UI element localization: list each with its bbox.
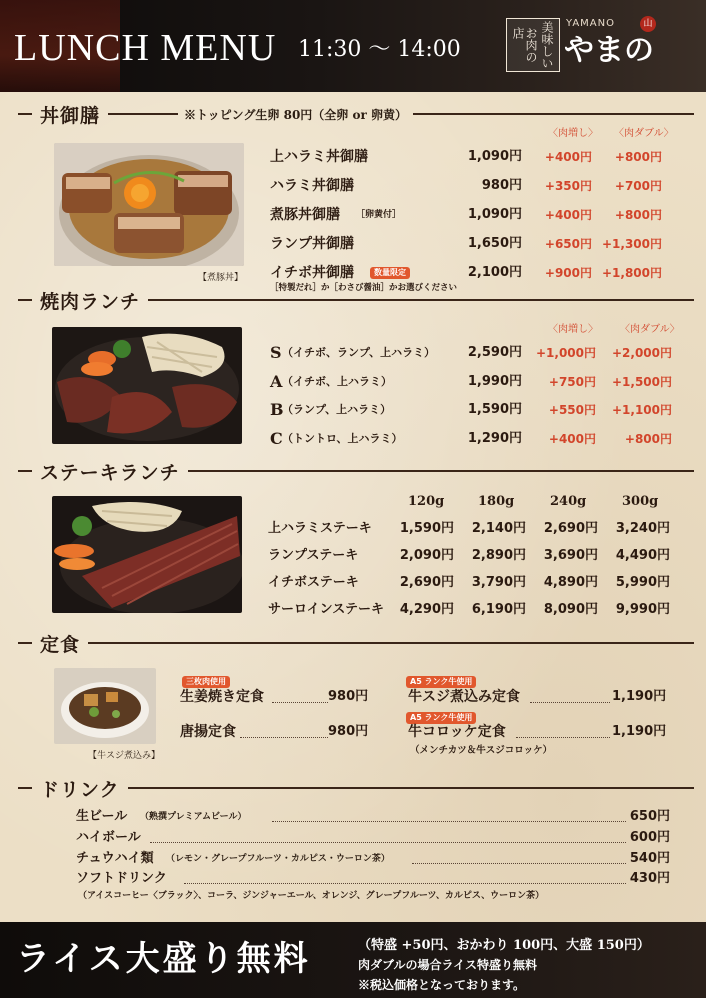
item-name: 上ハラミステーキ <box>268 521 372 536</box>
item-price: 980円 <box>481 178 522 193</box>
donburi-row <box>0 146 706 168</box>
photo-caption-teishoku: 【牛スジ煮込み】 <box>88 751 161 761</box>
steak-row <box>0 518 706 540</box>
double-price: +800円 <box>614 208 662 222</box>
leader-dots <box>150 842 626 843</box>
leader-dots <box>272 702 328 703</box>
topping-note: ※トッピング生卵 80円（全卵 or 卵黄） <box>184 107 407 122</box>
item-name: 牛スジ煮込み定食 <box>408 689 520 705</box>
steak-price: 3,690円 <box>543 548 598 563</box>
yakiniku-row <box>0 342 706 364</box>
double-price: +700円 <box>614 179 662 193</box>
item-name: イチボ丼御膳 数量限定 <box>270 262 354 284</box>
section-teishoku-heading <box>18 631 694 655</box>
extra-price: +900円 <box>544 266 592 280</box>
extra-price: +400円 <box>544 150 592 164</box>
extra-price: +750円 <box>548 375 596 389</box>
steak-price: 1,590円 <box>399 521 454 536</box>
section-drinks-heading <box>18 776 694 800</box>
item-price: 1,090円 <box>467 207 522 222</box>
brand-english: YAMANO <box>566 18 615 29</box>
soft-drink-list: （アイスコーヒー〈ブラック〉、コーラ、ジンジャーエール、オレンジ、グレープフルーツ、カルピス、ウーロン茶） <box>78 891 545 901</box>
section-title: 焼肉ランチ <box>40 290 141 313</box>
item-price: 980円 <box>328 689 369 704</box>
item-price: 2,100円 <box>467 265 522 280</box>
item-name: サーロインステーキ <box>268 602 384 617</box>
leader-dots <box>240 737 328 738</box>
col-head-double: 〈肉ダブル〉 <box>620 324 680 335</box>
drink-name: ハイボール <box>76 830 141 845</box>
steak-row <box>0 545 706 567</box>
item-price: 1,190円 <box>612 724 667 739</box>
steak-price: 2,890円 <box>471 548 526 563</box>
double-price: +800円 <box>624 432 672 446</box>
item-price: 1,590円 <box>467 402 522 417</box>
item-tag: A5 ランク牛使用 <box>406 712 476 724</box>
brand-logo: やまの <box>564 33 654 68</box>
photo-caption-donburi: 【煮豚丼】 <box>198 273 244 283</box>
donburi-row <box>0 175 706 197</box>
drink-name: 生ビール <box>76 809 128 824</box>
item-name: 上ハラミ丼御膳 <box>270 149 368 165</box>
donburi-row <box>0 204 706 226</box>
drink-row <box>0 868 706 890</box>
steak-price: 5,990円 <box>615 575 670 590</box>
drink-row <box>0 827 706 849</box>
item-name: 唐揚定食 <box>180 724 236 740</box>
leader-dots <box>530 702 610 703</box>
steak-row <box>0 599 706 621</box>
steak-price: 3,240円 <box>615 521 670 536</box>
steak-price: 2,090円 <box>399 548 454 563</box>
drink-price: 650円 <box>629 809 670 824</box>
yakiniku-row <box>0 371 706 393</box>
drink-price: 430円 <box>629 871 670 886</box>
limited-badge: 数量限定 <box>370 267 410 279</box>
steak-price: 8,090円 <box>543 602 598 617</box>
steak-weight-head: 180g <box>478 494 515 509</box>
steak-row <box>0 572 706 594</box>
tagline-col-2: お肉の店 <box>511 27 538 63</box>
tagline-box <box>506 18 560 72</box>
extra-price: +550円 <box>548 403 596 417</box>
item-name: イチボステーキ <box>268 575 359 590</box>
drink-note: （レモン・グレープフルーツ・カルピス・ウーロン茶） <box>166 854 390 864</box>
item-price: 1,650円 <box>467 236 522 251</box>
footer-bar <box>0 922 706 998</box>
steak-weight-head: 120g <box>408 494 445 509</box>
extra-price: +650円 <box>544 237 592 251</box>
item-name: ランプステーキ <box>268 548 359 563</box>
header-bar <box>0 0 706 92</box>
section-title: ステーキランチ <box>40 461 180 484</box>
double-price: +1,300円 <box>601 237 662 251</box>
drink-row <box>0 806 706 828</box>
extra-price: +350円 <box>544 179 592 193</box>
double-price: +1,500円 <box>611 375 672 389</box>
set-letter: B <box>270 400 284 419</box>
footer-rice-prices: （特盛 +50円、おかわり 100円、大盛 150円） <box>358 938 650 953</box>
item-badge: ［卵黄付］ <box>356 210 402 220</box>
drink-price: 540円 <box>629 851 670 866</box>
drink-note: （熟撰プレミアムビール） <box>140 812 247 822</box>
leader-dots <box>184 883 626 884</box>
section-yakiniku-heading <box>18 288 694 312</box>
item-name: 牛コロッケ定食 <box>408 724 506 740</box>
leader-dots <box>516 737 610 738</box>
steak-weight-head: 300g <box>622 494 659 509</box>
steak-weight-head: 240g <box>550 494 587 509</box>
item-price: 1,990円 <box>467 374 522 389</box>
brand-crest-icon: 山 <box>640 16 656 32</box>
drink-name: ソフトドリンク <box>76 871 167 886</box>
steak-price: 3,790円 <box>471 575 526 590</box>
item-name: 煮豚丼御膳 ［卵黄付］ <box>270 204 340 226</box>
set-description: （イチボ、ランプ、上ハラミ） <box>282 346 436 359</box>
item-price: 980円 <box>328 724 369 739</box>
footer-tax-note: ※税込価格となっております。 <box>358 978 526 992</box>
col-head-extra: 〈肉増し〉 <box>548 324 598 335</box>
set-letter: C <box>270 429 283 448</box>
item-price: 2,590円 <box>467 345 522 360</box>
section-title: ドリンク <box>40 778 120 801</box>
section-steak-heading <box>18 459 694 483</box>
col-head-extra: 〈肉増し〉 <box>548 128 598 139</box>
free-rice-banner: ライス大盛り無料 <box>16 939 311 979</box>
photo-gyusuji <box>54 668 156 744</box>
set-description: （ランプ、上ハラミ） <box>282 403 392 416</box>
steak-price: 4,890円 <box>543 575 598 590</box>
steak-price: 2,140円 <box>471 521 526 536</box>
item-name: ランプ丼御膳 <box>270 236 354 252</box>
steak-price: 2,690円 <box>399 575 454 590</box>
double-price: +800円 <box>614 150 662 164</box>
drink-name: チュウハイ類 <box>76 851 154 866</box>
leader-dots <box>272 821 626 822</box>
double-price: +2,000円 <box>611 346 672 360</box>
item-price: 1,290円 <box>467 431 522 446</box>
set-description: （トントロ、上ハラミ） <box>282 432 403 445</box>
double-price: +1,800円 <box>601 266 662 280</box>
steak-price: 9,990円 <box>615 602 670 617</box>
extra-price: +1,000円 <box>535 346 596 360</box>
extra-price: +400円 <box>544 208 592 222</box>
sauce-choice-note: ［特製だれ］か［わさび醤油］かお選びください <box>270 283 458 293</box>
item-name: 生姜焼き定食 <box>180 689 264 705</box>
lunch-hours: 11:30 〜 14:00 <box>298 37 461 62</box>
extra-price: +400円 <box>548 432 596 446</box>
section-title: 丼御膳 <box>40 104 101 127</box>
leader-dots <box>412 863 626 864</box>
item-price: 1,190円 <box>612 689 667 704</box>
item-tag: A5 ランク牛使用 <box>406 676 476 688</box>
set-letter: A <box>270 372 283 391</box>
set-letter: S <box>270 343 282 362</box>
donburi-row <box>0 233 706 255</box>
steak-price: 4,290円 <box>399 602 454 617</box>
drink-price: 600円 <box>629 830 670 845</box>
section-donburi-heading <box>18 102 694 126</box>
steak-price: 2,690円 <box>543 521 598 536</box>
col-head-double: 〈肉ダブル〉 <box>614 128 674 139</box>
set-description: （イチボ、上ハラミ） <box>282 375 392 388</box>
item-tag: 三枚肉使用 <box>182 676 230 688</box>
item-price: 1,090円 <box>467 149 522 164</box>
yakiniku-row <box>0 428 706 450</box>
section-title: 定食 <box>40 633 81 656</box>
menu-title: LUNCH MENU <box>14 27 277 69</box>
tagline-col-1: 美味しい <box>540 21 554 69</box>
item-sub-note: （メンチカツ＆牛スジコロッケ） <box>410 745 553 756</box>
steak-price: 6,190円 <box>471 602 526 617</box>
item-name: ハラミ丼御膳 <box>270 178 354 194</box>
steak-price: 4,490円 <box>615 548 670 563</box>
yakiniku-row <box>0 399 706 421</box>
drink-row <box>0 848 706 870</box>
double-price: +1,100円 <box>611 403 672 417</box>
footer-double-note: 肉ダブルの場合ライス特盛り無料 <box>358 958 538 972</box>
